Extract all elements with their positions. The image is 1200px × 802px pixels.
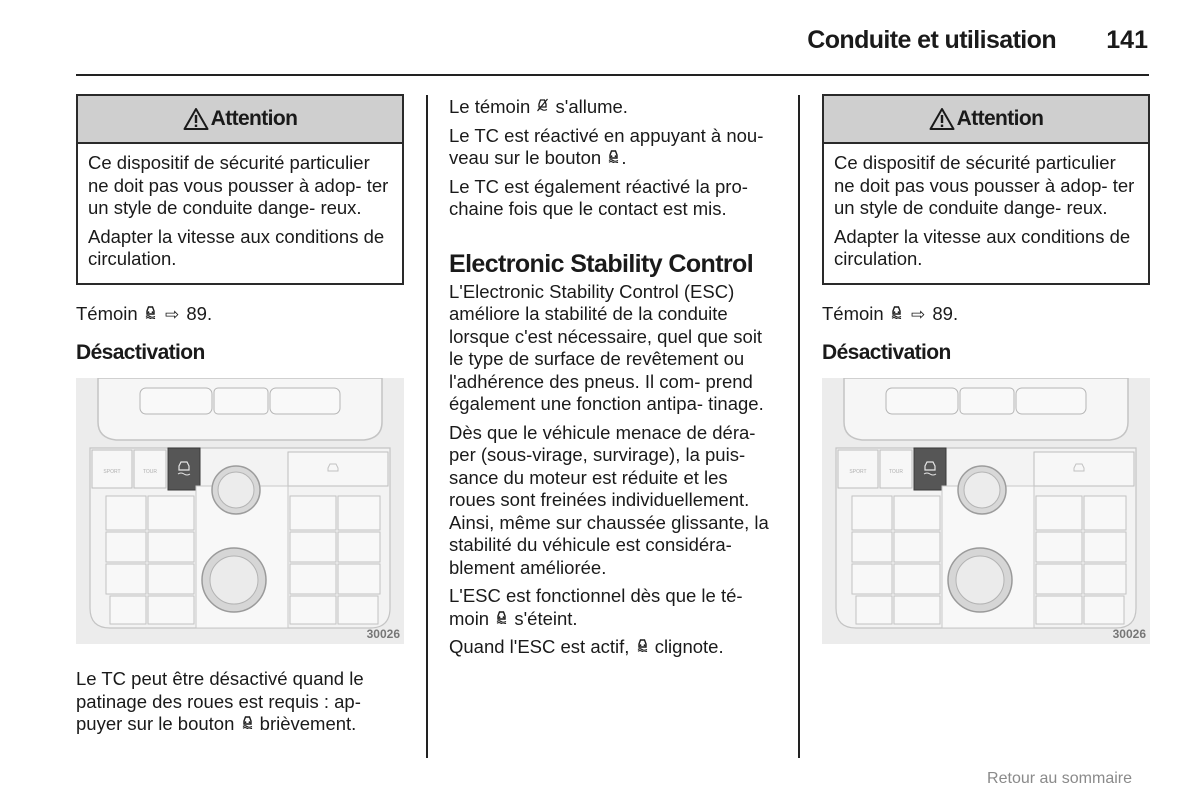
warning-box	[822, 94, 1150, 285]
left-column	[76, 94, 404, 742]
section-subheading: Désactivation	[822, 341, 951, 364]
header-divider	[76, 74, 1149, 76]
skidding-car-icon	[606, 147, 621, 170]
skidding-car-icon	[143, 303, 158, 326]
paragraph: Le TC est également réactivé la pro- chaine fois que le contact est mis.	[449, 175, 748, 219]
paragraph: L'Electronic Stability Control (ESC) améliore la stabilité de la conduite lorsque c'est nécessaire, quel que soit le type de surface de revêtement ou l'adhérence des pneus. Il com- prend également une fonction antipa- tinage.	[449, 280, 764, 414]
skidding-car-off-icon	[535, 96, 550, 119]
warning-paragraph: Ce dispositif de sécurité particulier ne doit pas vous pousser à adop- ter un style de conduite dange- reux.	[88, 152, 389, 218]
temoin-page-ref[interactable]: 89.	[932, 302, 959, 324]
right-column	[822, 94, 1150, 644]
sport-button-label: SPORT	[849, 469, 867, 475]
paragraph-text: L'ESC est fonctionnel dès que le té- moin	[449, 585, 743, 629]
temoin-label: Témoin	[76, 302, 138, 324]
section-subheading: Désactivation	[76, 341, 205, 364]
warning-body	[824, 144, 1148, 283]
warning-body	[78, 144, 402, 283]
dashboard-figure	[822, 378, 1150, 644]
skidding-car-icon	[635, 636, 650, 659]
figure-number: 30026	[1112, 627, 1146, 641]
temoin-label: Témoin	[822, 302, 884, 324]
deactivation-text: Le TC peut être désactivé quand le patinage des roues est requis : ap- puyer sur le bouton	[76, 668, 364, 734]
tour-button-label: TOUR	[888, 469, 904, 475]
column-divider-left	[426, 95, 428, 758]
paragraph	[449, 585, 779, 630]
tour-button-label: TOUR	[142, 469, 158, 475]
paragraph	[449, 636, 779, 659]
arrow-right-outline-icon: ⇨	[910, 304, 926, 324]
warning-paragraph: Adapter la vitesse aux conditions de circulation.	[88, 225, 385, 269]
paragraph-text: Le TC est réactivé en appuyant à nou- veau sur le bouton	[449, 124, 764, 168]
paragraph	[449, 96, 779, 119]
warning-header	[78, 96, 402, 144]
page-header-title: Conduite et utilisation	[807, 26, 1056, 54]
column-divider-right	[798, 95, 800, 758]
back-to-contents-link[interactable]: Retour au sommaire	[987, 770, 1132, 787]
warning-box	[76, 94, 404, 285]
warning-header	[824, 96, 1148, 144]
paragraph-text: Quand l'ESC est actif,	[449, 636, 630, 657]
warning-paragraph: Ce dispositif de sécurité particulier ne doit pas vous pousser à adop- ter un style de conduite dange- reux.	[834, 152, 1135, 218]
paragraph-text: Le témoin	[449, 96, 531, 117]
dashboard-illustration	[76, 378, 404, 644]
paragraph: Dès que le véhicule menace de déra- per (sous-virage, survirage), la puis- sance du moteur est réduite et les roues sont freinées individuellement. Ainsi, même sur chaussée glissante, la stabilité du véhicule est considéra- blement améliorée.	[449, 421, 769, 578]
skidding-car-icon	[889, 303, 904, 326]
temoin-line	[822, 303, 1150, 327]
paragraph-text: .	[621, 147, 627, 168]
page-number: 141	[1106, 26, 1148, 54]
warning-title: Attention	[210, 107, 298, 130]
paragraph	[449, 125, 779, 170]
paragraph-text: s'éteint.	[514, 607, 578, 629]
deactivation-text-end: brièvement.	[259, 713, 357, 734]
figure-number: 30026	[366, 627, 400, 641]
skidding-car-icon	[240, 713, 255, 736]
temoin-line	[76, 303, 404, 327]
deactivation-paragraph	[76, 668, 404, 736]
paragraph-text: s'allume.	[555, 96, 628, 117]
temoin-page-ref[interactable]: 89.	[186, 302, 213, 324]
warning-paragraph: Adapter la vitesse aux conditions de circulation.	[834, 225, 1131, 269]
dashboard-illustration	[822, 378, 1150, 644]
section-heading: Electronic Stability Control	[449, 249, 754, 278]
paragraph-text: clignote.	[654, 636, 724, 657]
warning-title: Attention	[956, 107, 1044, 130]
arrow-right-outline-icon: ⇨	[164, 304, 180, 324]
middle-column	[449, 96, 779, 665]
sport-button-label: SPORT	[103, 469, 121, 475]
dashboard-figure	[76, 378, 404, 644]
warning-triangle-icon	[183, 107, 209, 131]
skidding-car-icon	[494, 608, 509, 631]
warning-triangle-icon	[929, 107, 955, 131]
